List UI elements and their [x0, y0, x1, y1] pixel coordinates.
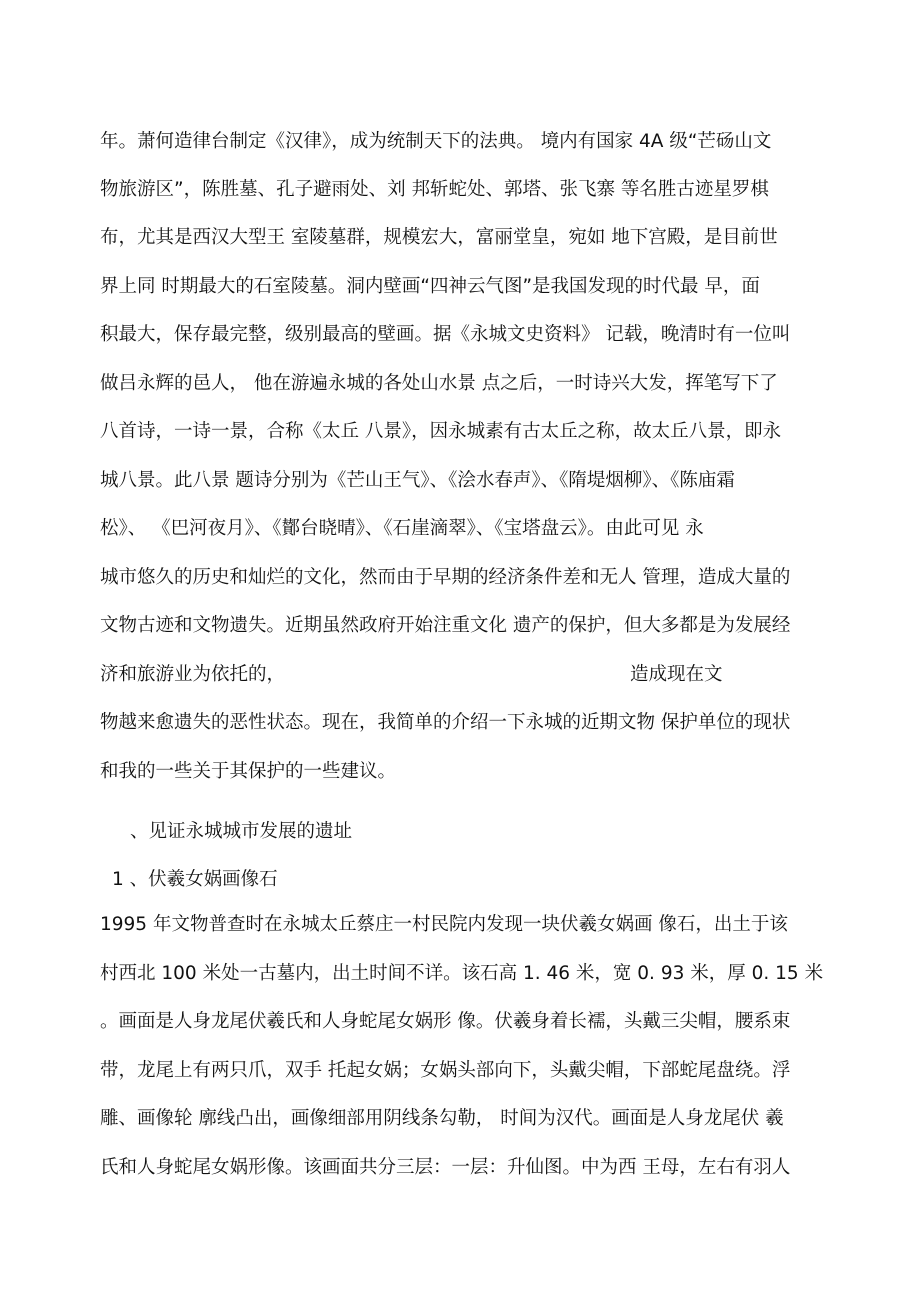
text-line: 村西北 100 米处一古墓内，出土时间不详。该石高 1. 46 米，宽 0. 93 米，厚 0. 15 米	[100, 963, 824, 984]
text-line: 八首诗，一诗一景，合称《太丘 八景》，因永城素有古太丘之称，故太丘八景，即永	[100, 421, 782, 442]
text-line: 年。萧何造律台制定《汉律》，成为统制天下的法典。 境内有国家 4A 级“芒砀山文	[100, 131, 772, 152]
text-line: 雕、画像轮 廓线凸出，画像细部用阴线条勾勒， 时间为汉代。画面是人身龙尾伏 羲	[100, 1108, 784, 1129]
text-line: 界上同 时期最大的石室陵墓。洞内壁画“四神云气图”是我国发现的时代最 早，面	[100, 276, 760, 297]
text-line: 物越来愈遗失的恶性状态。现在，我简单的介绍一下永城的近期文物 保护单位的现状	[100, 712, 791, 733]
text-line: 和我的一些关于其保护的一些建议。	[100, 761, 397, 782]
text-line: 做吕永辉的邑人， 他在游遍永城的各处山水景 点之后，一时诗兴大发，挥笔写下了	[100, 373, 778, 394]
subheading: 1 、伏羲女娲画像石	[112, 869, 278, 890]
text-line-continued: 造成现在文	[630, 664, 723, 685]
text-line: 文物古迹和文物遗失。近期虽然政府开始注重文化 遗产的保护，但大多都是为发展经	[100, 615, 791, 636]
text-line: 城市悠久的历史和灿烂的文化，然而由于早期的经济条件差和无人 管理，造成大量的	[100, 567, 791, 588]
text-line: 1995 年文物普查时在永城太丘蔡庄一村民院内发现一块伏羲女娲画 像石，出土于该	[100, 914, 788, 935]
section-heading: 、见证永城城市发展的遗址	[130, 821, 353, 842]
text-line: 城八景。此八景 题诗分别为《芒山王气》、《浍水春声》、《隋堤烟柳》、《陈庙霜	[100, 470, 735, 491]
text-line: 氏和人身蛇尾女娲形像。该画面共分三层：一层：升仙图。中为西 王母，左右有羽人	[100, 1157, 791, 1178]
text-line: 布，尤其是西汉大型王 室陵墓群，规模宏大，富丽堂皇，宛如 地下宫殿，是目前世	[100, 227, 778, 248]
text-line: 。画面是人身龙尾伏羲氏和人身蛇尾女娲形 像。伏羲身着长襦，头戴三尖帽，腰系束	[100, 1011, 791, 1032]
text-line: 济和旅游业为依托的，	[100, 664, 286, 685]
text-line: 带，龙尾上有两只爪，双手 托起女娲；女娲头部向下，头戴尖帽，下部蛇尾盘绕。浮	[100, 1060, 791, 1081]
text-line: 积最大，保存最完整，级别最高的壁画。据《永城文史资料》 记载，晚清时有一位叫	[100, 324, 791, 345]
text-line: 物旅游区”，陈胜墓、孔子避雨处、刘 邦斩蛇处、郭塔、张飞寨 等名胜古迹星罗棋	[100, 179, 769, 200]
text-line: 松》、 《巴河夜月》、《鄼台晓晴》、《石崖滴翠》、《宝塔盘云》。由此可见 永	[100, 518, 704, 539]
